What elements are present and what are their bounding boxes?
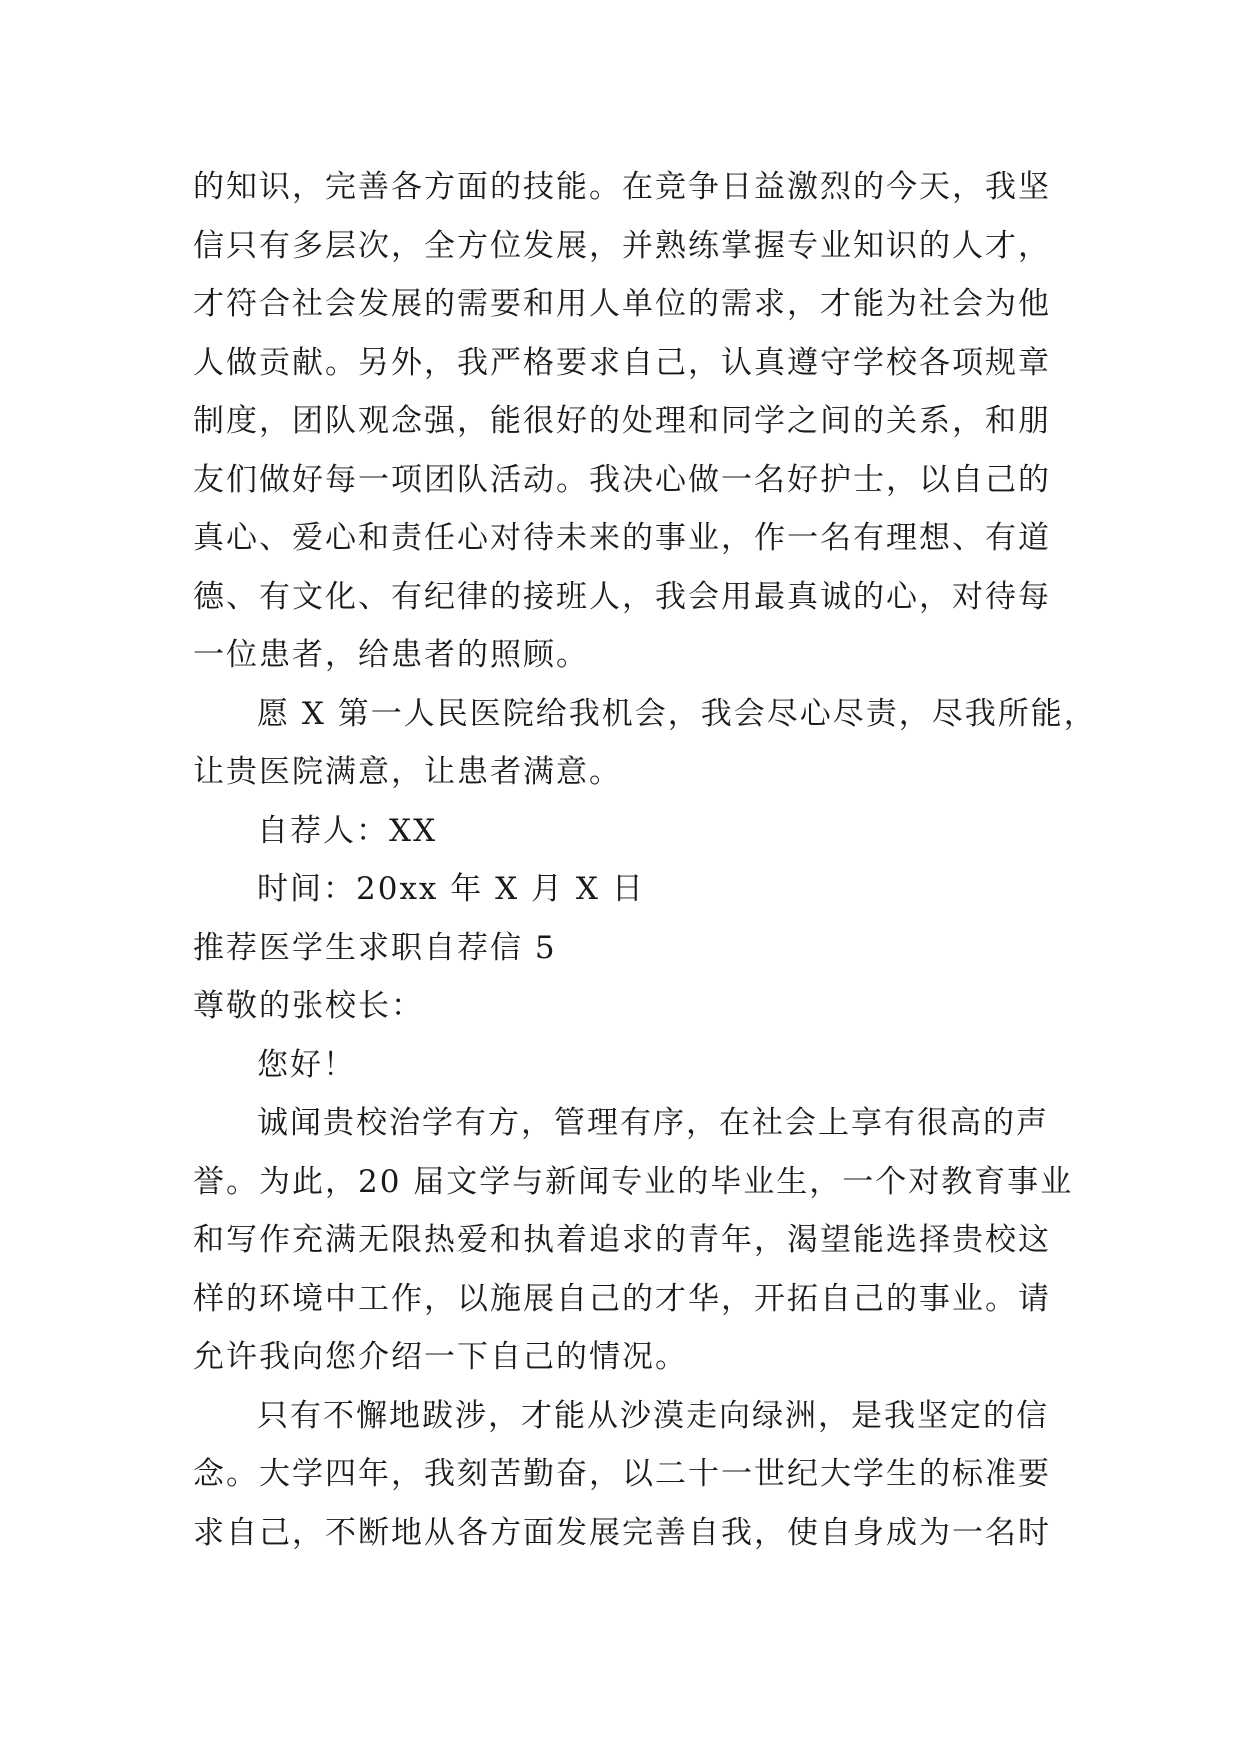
text-line: 推荐医学生求职自荐信 5 <box>193 929 557 966</box>
text-line: 让贵医院满意，让患者满意。 <box>193 754 622 790</box>
text-line: 尊敬的张校长： <box>193 988 424 1024</box>
text-line: 您好！ <box>257 1046 356 1083</box>
text-line: 念。大学四年，我刻苦勤奋，以二十一世纪大学生的标准要 <box>193 1456 1051 1492</box>
text-line: 时间：20xx 年 X 月 X 日 <box>257 871 645 907</box>
text-line: 一位患者，给患者的照顾。 <box>193 637 589 673</box>
text-line: 人做贡献。另外，我严格要求自己，认真遵守学校各项规章 <box>193 344 1051 381</box>
text-line: 愿 X 第一人民医院给我机会，我会尽心尽责，尽我所能， <box>257 695 1097 732</box>
document-body <box>193 158 1097 1562</box>
text-line: 才符合社会发展的需要和用人单位的需求，才能为社会为他 <box>193 286 1051 322</box>
text-line: 只有不懈地跋涉，才能从沙漠走向绿洲，是我坚定的信 <box>257 1397 1049 1434</box>
text-line: 允许我向您介绍一下自己的情况。 <box>193 1339 688 1375</box>
text-line: 自荐人：XX <box>257 812 438 849</box>
text-line: 诚闻贵校治学有方，管理有序，在社会上享有很高的声 <box>257 1105 1049 1141</box>
text-line: 样的环境中工作，以施展自己的才华，开拓自己的事业。请 <box>193 1280 1051 1317</box>
text-line: 信只有多层次，全方位发展，并熟练掌握专业知识的人才， <box>193 227 1051 264</box>
text-line: 制度，团队观念强，能很好的处理和同学之间的关系，和朋 <box>193 403 1051 439</box>
text-line: 德、有文化、有纪律的接班人，我会用最真诚的心，对待每 <box>193 578 1051 615</box>
text-line: 的知识，完善各方面的技能。在竞争日益激烈的今天，我坚 <box>193 169 1051 205</box>
text-line: 真心、爱心和责任心对待未来的事业，作一名有理想、有道 <box>193 520 1051 556</box>
text-line: 友们做好每一项团队活动。我决心做一名好护士，以自己的 <box>193 461 1051 498</box>
text-line: 誉。为此，20 届文学与新闻专业的毕业生，一个对教育事业 <box>193 1163 1074 1200</box>
text-line: 求自己，不断地从各方面发展完善自我，使自身成为一名时 <box>193 1514 1051 1551</box>
text-line: 和写作充满无限热爱和执着追求的青年，渴望能选择贵校这 <box>193 1222 1051 1258</box>
